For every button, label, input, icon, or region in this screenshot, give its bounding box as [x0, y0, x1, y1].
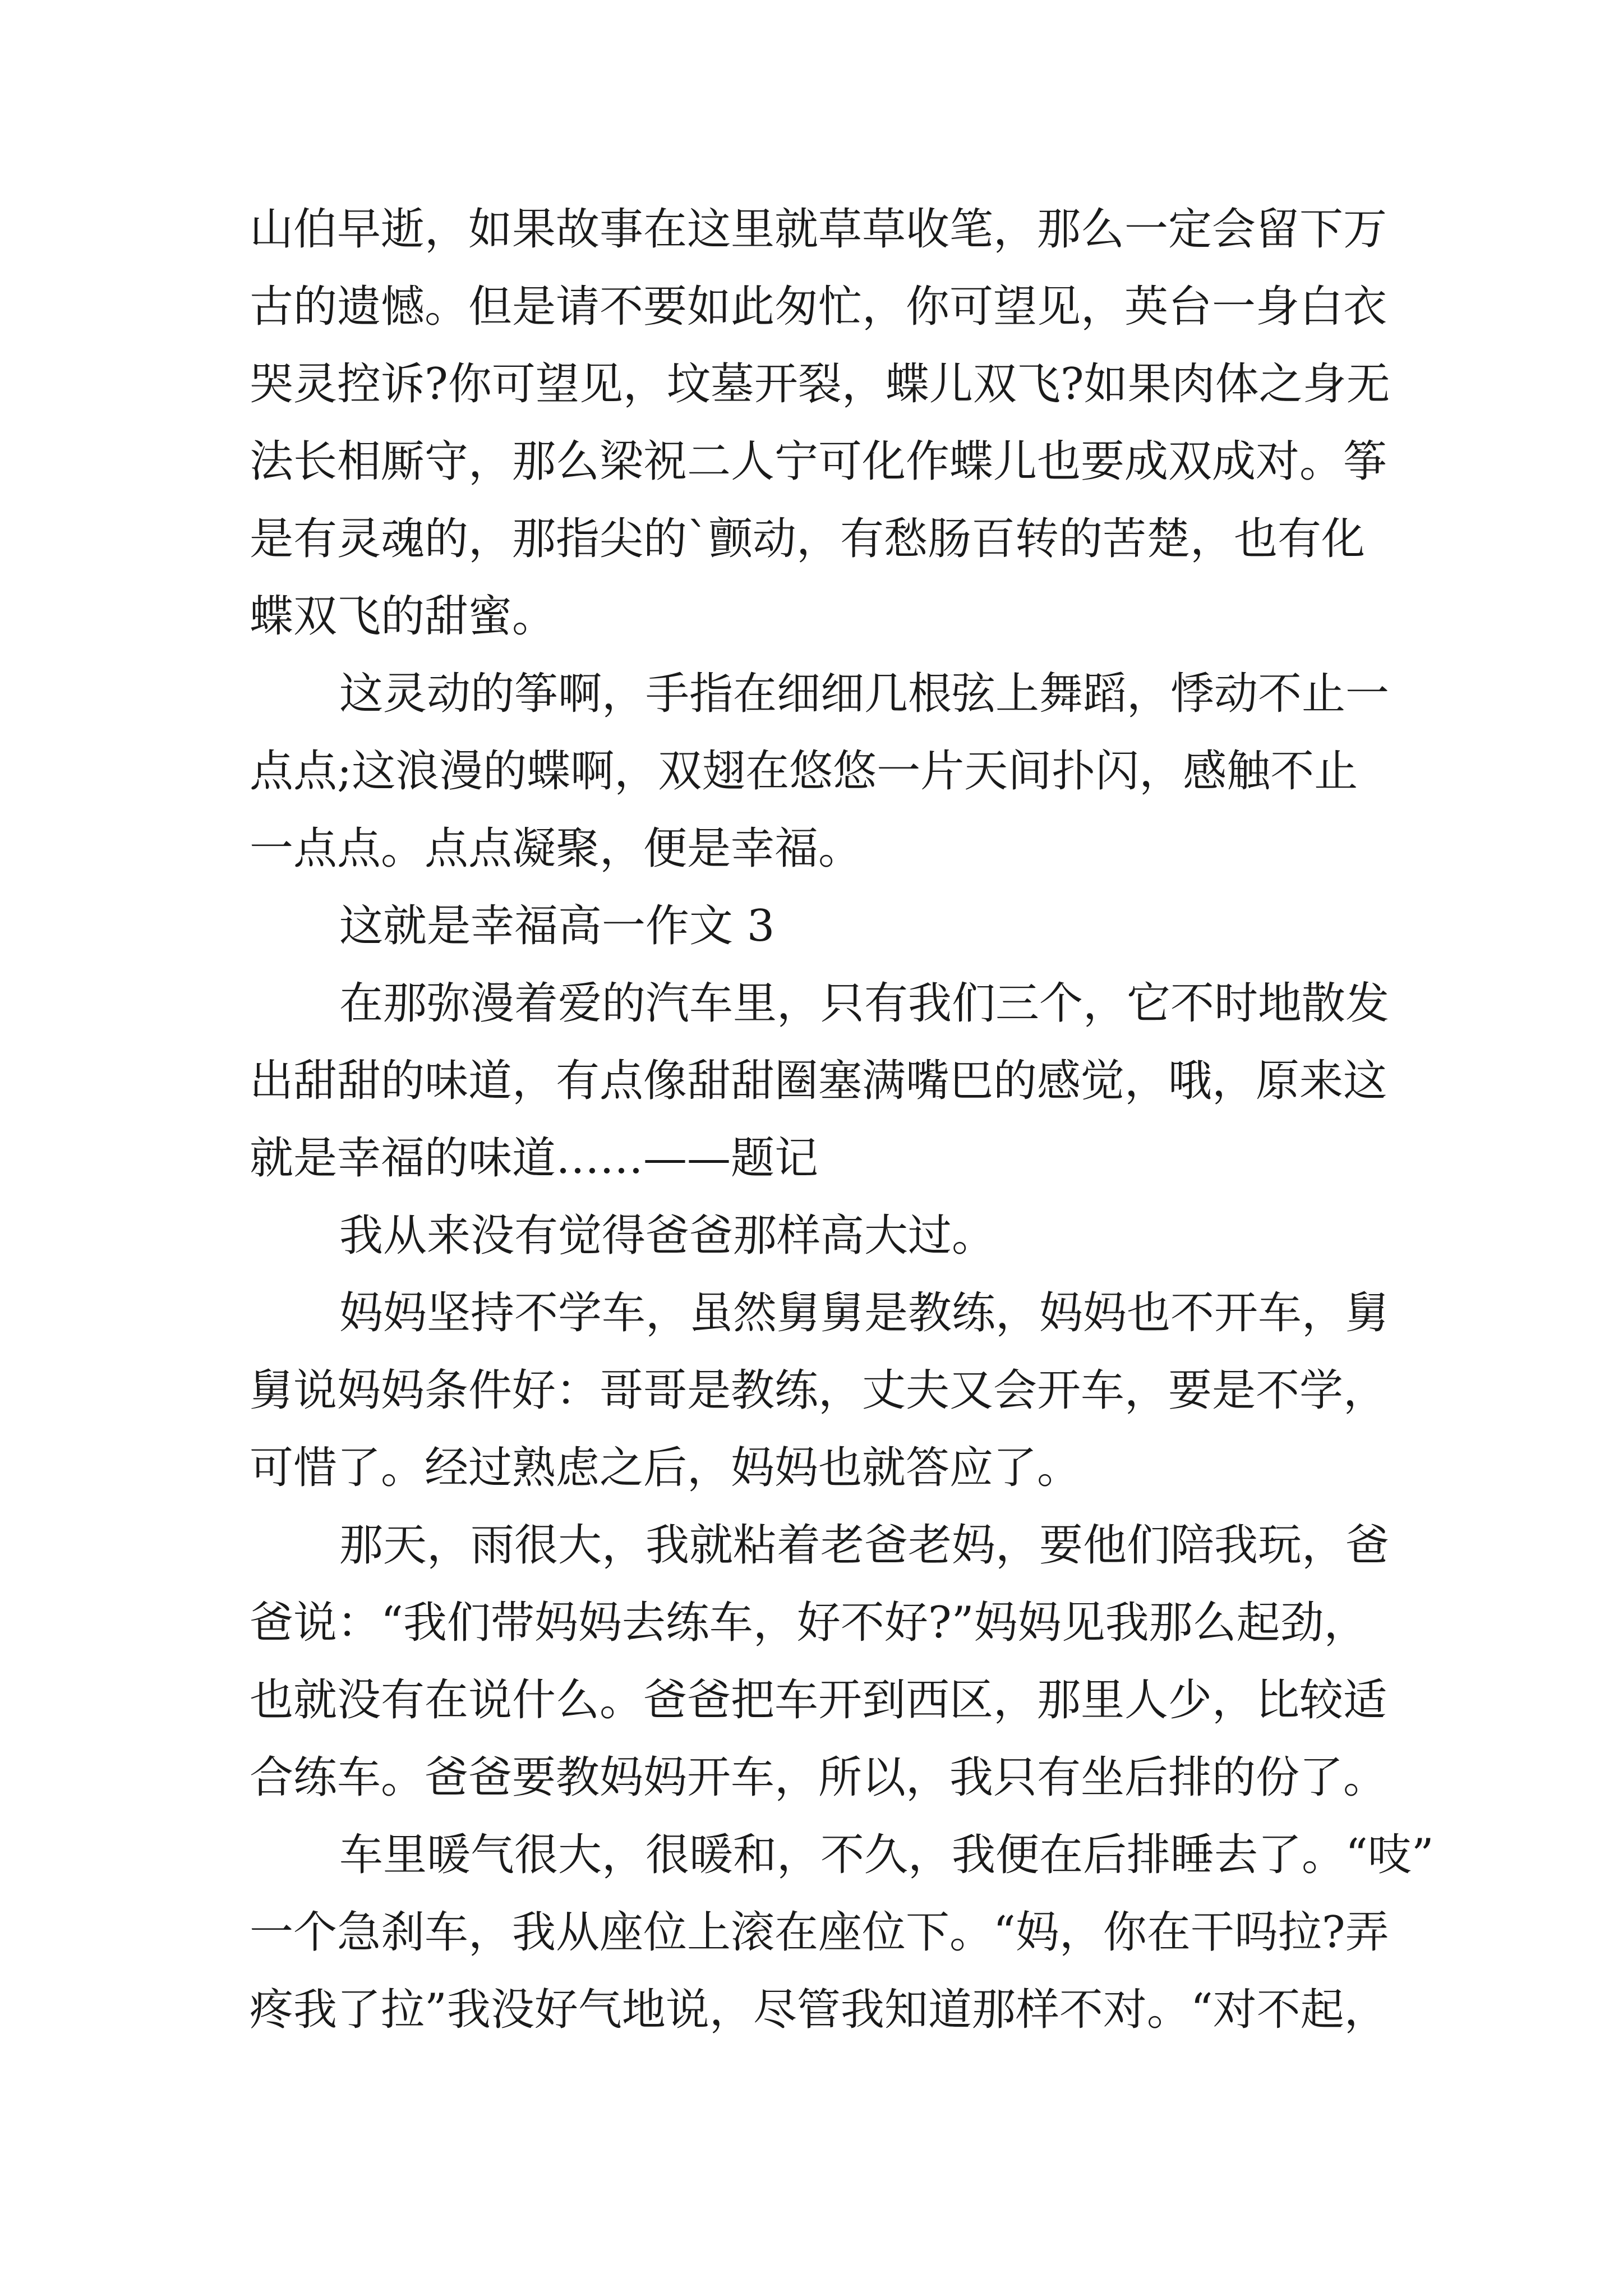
section-heading: 这就是幸福高一作文 3 [339, 901, 775, 951]
text-line: 哭灵控诉?你可望见，坟墓开裂，蝶儿双飞?如果肉体之身无 [250, 359, 1390, 409]
text-line: 出甜甜的味道，有点像甜甜圈塞满嘴巴的感觉，哦，原来这 [250, 1056, 1387, 1106]
text-line: 蝶双飞的甜蜜。 [250, 591, 556, 642]
paragraph-start-line: 妈妈坚持不学车，虽然舅舅是教练，妈妈也不开车，舅 [339, 1288, 1390, 1338]
paragraph-start-line: 这灵动的筝啊，手指在细细几根弦上舞蹈，悸动不止一 [339, 669, 1390, 719]
text-line: 就是幸福的味道……——题记 [250, 1133, 819, 1184]
text-line: 古的遗憾。但是请不要如此匆忙，你可望见，英台一身白衣 [250, 282, 1387, 332]
text-line: 一点点。点点凝聚，便是幸福。 [250, 823, 863, 874]
text-line: 疼我了拉”我没好气地说，尽管我知道那样不对。“对不起， [250, 1985, 1388, 2035]
paragraph-start-line: 车里暖气很大，很暖和，不久，我便在后排睡去了。“吱” [339, 1830, 1434, 1880]
text-line: 一个急刹车，我从座位上滚在座位下。“妈，你在干吗拉?弄 [250, 1907, 1389, 1958]
paragraph-start-line: 我从来没有觉得爸爸那样高大过。 [339, 1211, 996, 1261]
paragraph-start-line: 在那弥漫着爱的汽车里，只有我们三个，它不时地散发 [339, 978, 1390, 1029]
text-line: 点点;这浪漫的蝶啊，双翅在悠悠一片天间扑闪，感触不止 [250, 746, 1358, 797]
text-line: 爸说：“我们带妈妈去练车，好不好?”妈妈见我那么起劲， [250, 1598, 1368, 1648]
document-body [250, 191, 1434, 2049]
text-line: 法长相厮守，那么梁祝二人宁可化作蝶儿也要成双成对。筝 [250, 436, 1387, 487]
text-line: 是有灵魂的，那指尖的`颤动，有愁肠百转的苦楚，也有化 [250, 514, 1366, 564]
text-line: 舅说妈妈条件好：哥哥是教练，丈夫又会开车，要是不学， [250, 1365, 1387, 1416]
text-line: 可惜了。经过熟虑之后，妈妈也就答应了。 [250, 1443, 1081, 1493]
paragraph-start-line: 那天，雨很大，我就粘着老爸老妈，要他们陪我玩，爸 [339, 1520, 1390, 1571]
text-line: 合练车。爸爸要教妈妈开车，所以，我只有坐后排的份了。 [250, 1752, 1387, 1803]
text-line: 也就没有在说什么。爸爸把车开到西区，那里人少，比较适 [250, 1675, 1387, 1726]
text-line: 山伯早逝，如果故事在这里就草草收笔，那么一定会留下万 [250, 204, 1387, 255]
